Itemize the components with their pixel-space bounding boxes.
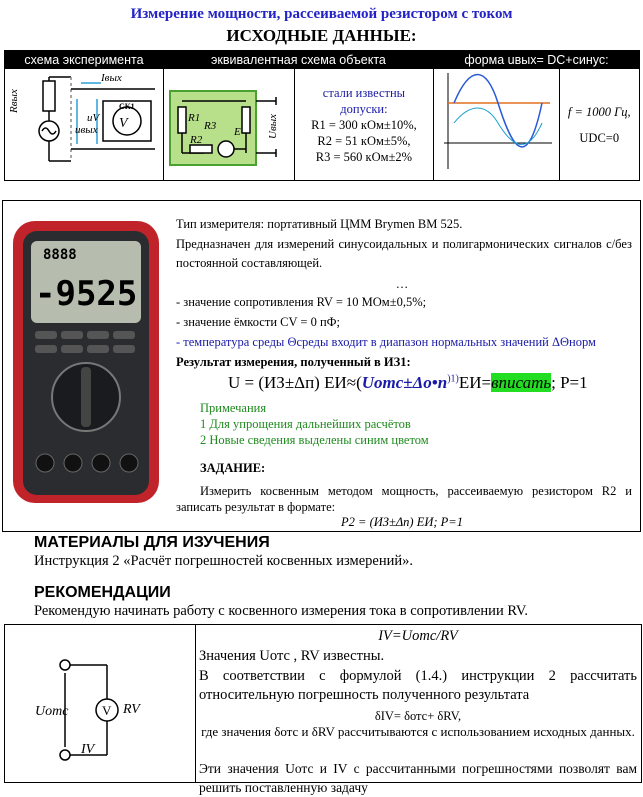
note-2: 2 Новые сведения выделены синим цветом: [200, 433, 429, 447]
signal-udc: UDC=0: [579, 130, 620, 145]
recommend-table: [4, 624, 642, 795]
meter-purpose: Предназначен для измерений синусоидальных и полигармонических сигналов с/без постоянной составляющей.: [176, 237, 632, 270]
rec-p4: где значения δотс и δRV рассчитываются с использованием исходных данных.: [201, 724, 635, 739]
formula-iv: IV=Uотс/RV: [378, 628, 458, 644]
label-e: E: [233, 126, 241, 138]
rec-p3: δIV= δотс+ δRV,: [374, 709, 462, 723]
label-rvx: Rвых: [8, 89, 20, 113]
materials-text: Инструкция 2 «Расчёт погрешностей косвенных измерений».: [34, 553, 414, 569]
section-heading-source-data: ИСХОДНЫЕ ДАННЫЕ:: [226, 26, 417, 45]
task-text: Измерить косвенным методом мощность, рассеиваемую резистором R2 и записать результат в формате:: [176, 484, 632, 514]
signal-frequency: f = 1000 Гц,: [567, 104, 631, 119]
equivalent-circuit-diagram: [164, 69, 292, 175]
rec-p2: В соответствии с формулой (1.4.) инструкции 2 рассчитать относительную погрешность полученного результата: [199, 668, 637, 703]
meter-image-frame: [2, 200, 175, 532]
task-format: P2 = (ИЗ±Δп) ЕИ; P=1: [341, 515, 463, 529]
label-r3: R3: [203, 120, 217, 132]
current-circuit-diagram: [35, 655, 185, 775]
label-uotc: Uотс: [35, 704, 69, 719]
header-equivalent-scheme: эквивалентная схема объекта: [163, 51, 433, 69]
fill-in-field[interactable]: вписать: [491, 373, 552, 392]
formula-end: ; P=1: [551, 373, 588, 392]
task-title: ЗАДАНИЕ:: [200, 461, 266, 475]
multimeter-image: [3, 201, 175, 531]
tolerances-cell: [294, 69, 433, 181]
result-formula: [228, 373, 638, 393]
formula-sup: )1): [447, 373, 459, 385]
equivalent-diagram-cell: [163, 69, 294, 181]
label-sk: СК1: [119, 102, 135, 111]
header-experiment-scheme: схема эксперимента: [5, 51, 164, 69]
waveform-cell: [433, 69, 559, 181]
page-title: Измерение мощности, рассеиваемой резистором с током: [130, 6, 513, 22]
meter-description-frame: [174, 200, 641, 532]
formula-uotc: Uотс±Δо•п: [361, 373, 448, 392]
meter-display-small: 8888: [43, 247, 77, 263]
notes-title: Примечания: [200, 401, 267, 415]
signal-params-cell: [559, 69, 639, 181]
meter-type-line: Тип измерителя: портативный ЦММ Brymen BM 525.: [176, 217, 463, 231]
label-v: V: [119, 116, 128, 131]
experiment-diagram-cell: [5, 69, 164, 181]
ellipsis: …: [395, 277, 409, 291]
tolerance-r2: R2 = 51 кОм±5%,: [317, 133, 411, 148]
source-data-table: [4, 50, 640, 181]
label-iv: IV: [81, 742, 95, 757]
label-r1: R1: [187, 112, 201, 124]
meter-item-capacitance: - значение ёмкости CV = 0 пФ;: [176, 315, 340, 329]
label-v-circuit: V: [102, 703, 112, 718]
recommend-text: Рекомендую начинать работу с косвенного измерения тока в сопротивлении RV.: [34, 603, 529, 619]
recommend-heading: РЕКОМЕНДАЦИИ: [34, 584, 171, 601]
label-uvyx2: Uвых: [266, 113, 279, 139]
header-signal-form: форма uвых= DC+синус:: [433, 51, 639, 69]
result-label: Результат измерения, полученный в ИЗ1:: [176, 355, 411, 369]
label-rv: RV: [123, 702, 140, 717]
note-1: 1 Для упрощения дальнейших расчётов: [200, 417, 411, 431]
label-ivyx: Iвых: [101, 72, 122, 84]
rec-p1: Значения Uотс , RV известны.: [199, 648, 385, 664]
rec-p5: Эти значения Uотс и IV с рассчитанными погрешностями позволят вам решить поставленную задачу: [199, 761, 637, 795]
meter-display-main: -9525: [35, 274, 138, 314]
materials-heading: МАТЕРИАЛЫ ДЛЯ ИЗУЧЕНИЯ: [34, 534, 270, 551]
waveform-graph: [434, 69, 556, 175]
label-r2: R2: [189, 134, 203, 146]
label-uvyx: uвых: [75, 124, 98, 136]
experiment-circuit-diagram: [5, 69, 161, 175]
formula-ei: ЕИ=: [458, 373, 492, 392]
tolerance-r3: R3 = 560 кОм±2%: [315, 149, 413, 164]
label-uv: uV: [87, 112, 100, 124]
formula-left: U = (ИЗ±Δп) ЕИ≈(: [228, 373, 362, 392]
meter-item-resistance: - значение сопротивления RV = 10 МОм±0,5%;: [176, 295, 427, 309]
tolerance-r1: R1 = 300 кОм±10%,: [311, 117, 417, 132]
meter-item-temperature: - температура среды Θсреды входит в диапазон нормальных значений ΔΘнорм: [176, 335, 596, 349]
tolerances-intro-2: допуски:: [340, 101, 388, 116]
tolerances-intro: стали известны: [322, 85, 406, 100]
